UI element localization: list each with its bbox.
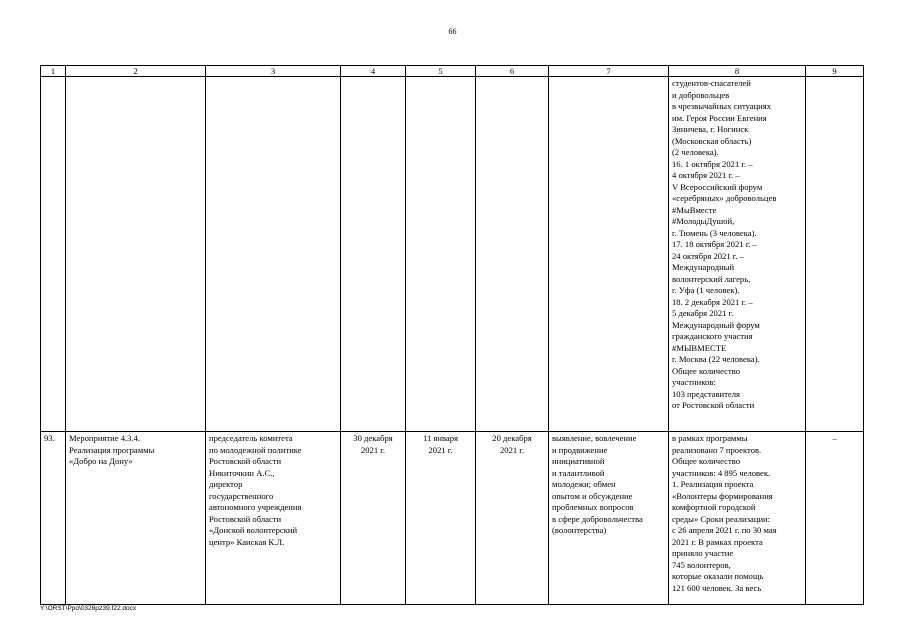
cell-actual-result: студентов-спасателей и добровольцев в чрезвычайных ситуациях им. Героя России Евгения Зиничева, г. Ногинск (Московская область) (2 человека). 16. 1 октября 2021 г. – 4 октября 2021 г. – V Всероссийский форум «серебряных» добровольцев #МыВместе #МолодыДушой, г. Тюмень (3 человека). 17. 18 октября 2021 г. – 24 октября 2021 г. – Международный волонтерский лагерь, г. Уфа (1 человек). 18. 2 декабря 2021 г. – 5 декабря 2021 г. Международный форум гражданского участия #МЫВМЕСТЕ г. Москва (22 человека). Общее количество участников: 103 представителя от Ростовской области <box>669 77 806 432</box>
page-number: 66 <box>448 27 457 36</box>
column-header: 1 <box>41 66 66 77</box>
cell-actual-result: в рамках программы реализовано 7 проектов. Общее количество участников: 4 895 человек. 1. Реализация проекта «Волонтеры формирования комфортной городской среды» Сроки реализации: с 26 апреля 2021 г. по 30 мая 2021 г. В рамках проекта приняло участие 745 волонтеров, которые оказали помощь 121 600 человек. За весь <box>669 432 806 605</box>
cell-end-date: 20 декабря 2021 г. <box>476 432 549 605</box>
column-header: 3 <box>206 66 341 77</box>
column-header: 7 <box>549 66 669 77</box>
table-header-row <box>41 66 864 77</box>
cell-responsible <box>206 77 341 432</box>
column-header: 9 <box>806 66 864 77</box>
cell-start-date <box>406 77 476 432</box>
report-table <box>40 65 864 605</box>
cell-event <box>66 77 206 432</box>
table-row <box>41 432 864 605</box>
cell-start-date: 11 января 2021 г. <box>406 432 476 605</box>
document-file-path: Y:\ORST\Ppo\0328p239.f22.docx <box>40 605 137 612</box>
cell-expected-result: выявление, вовлечение и продвижение инициативной и талантливой молодежи; обмен опытом и обсуждение проблемных вопросов в сфере добровольчества (волонтерства) <box>549 432 669 605</box>
cell-planned-date: 30 декабря 2021 г. <box>341 432 406 605</box>
column-header: 2 <box>66 66 206 77</box>
column-header: 6 <box>476 66 549 77</box>
table-row <box>41 77 864 432</box>
cell-notes: – <box>806 432 864 605</box>
cell-planned-date <box>341 77 406 432</box>
cell-number <box>41 77 66 432</box>
cell-notes <box>806 77 864 432</box>
column-header: 4 <box>341 66 406 77</box>
cell-expected-result <box>549 77 669 432</box>
cell-number: 93. <box>41 432 66 605</box>
column-header: 8 <box>669 66 806 77</box>
cell-responsible: председатель комитета по молодежной политике Ростовской области Никиточкин А.С., директор государственного автономного учреждения Ростовской области «Донской волонтерский центр» Каиская К.Л. <box>206 432 341 605</box>
column-header: 5 <box>406 66 476 77</box>
cell-end-date <box>476 77 549 432</box>
cell-event: Мероприятие 4.3.4. Реализация программы «Добро на Дону» <box>66 432 206 605</box>
